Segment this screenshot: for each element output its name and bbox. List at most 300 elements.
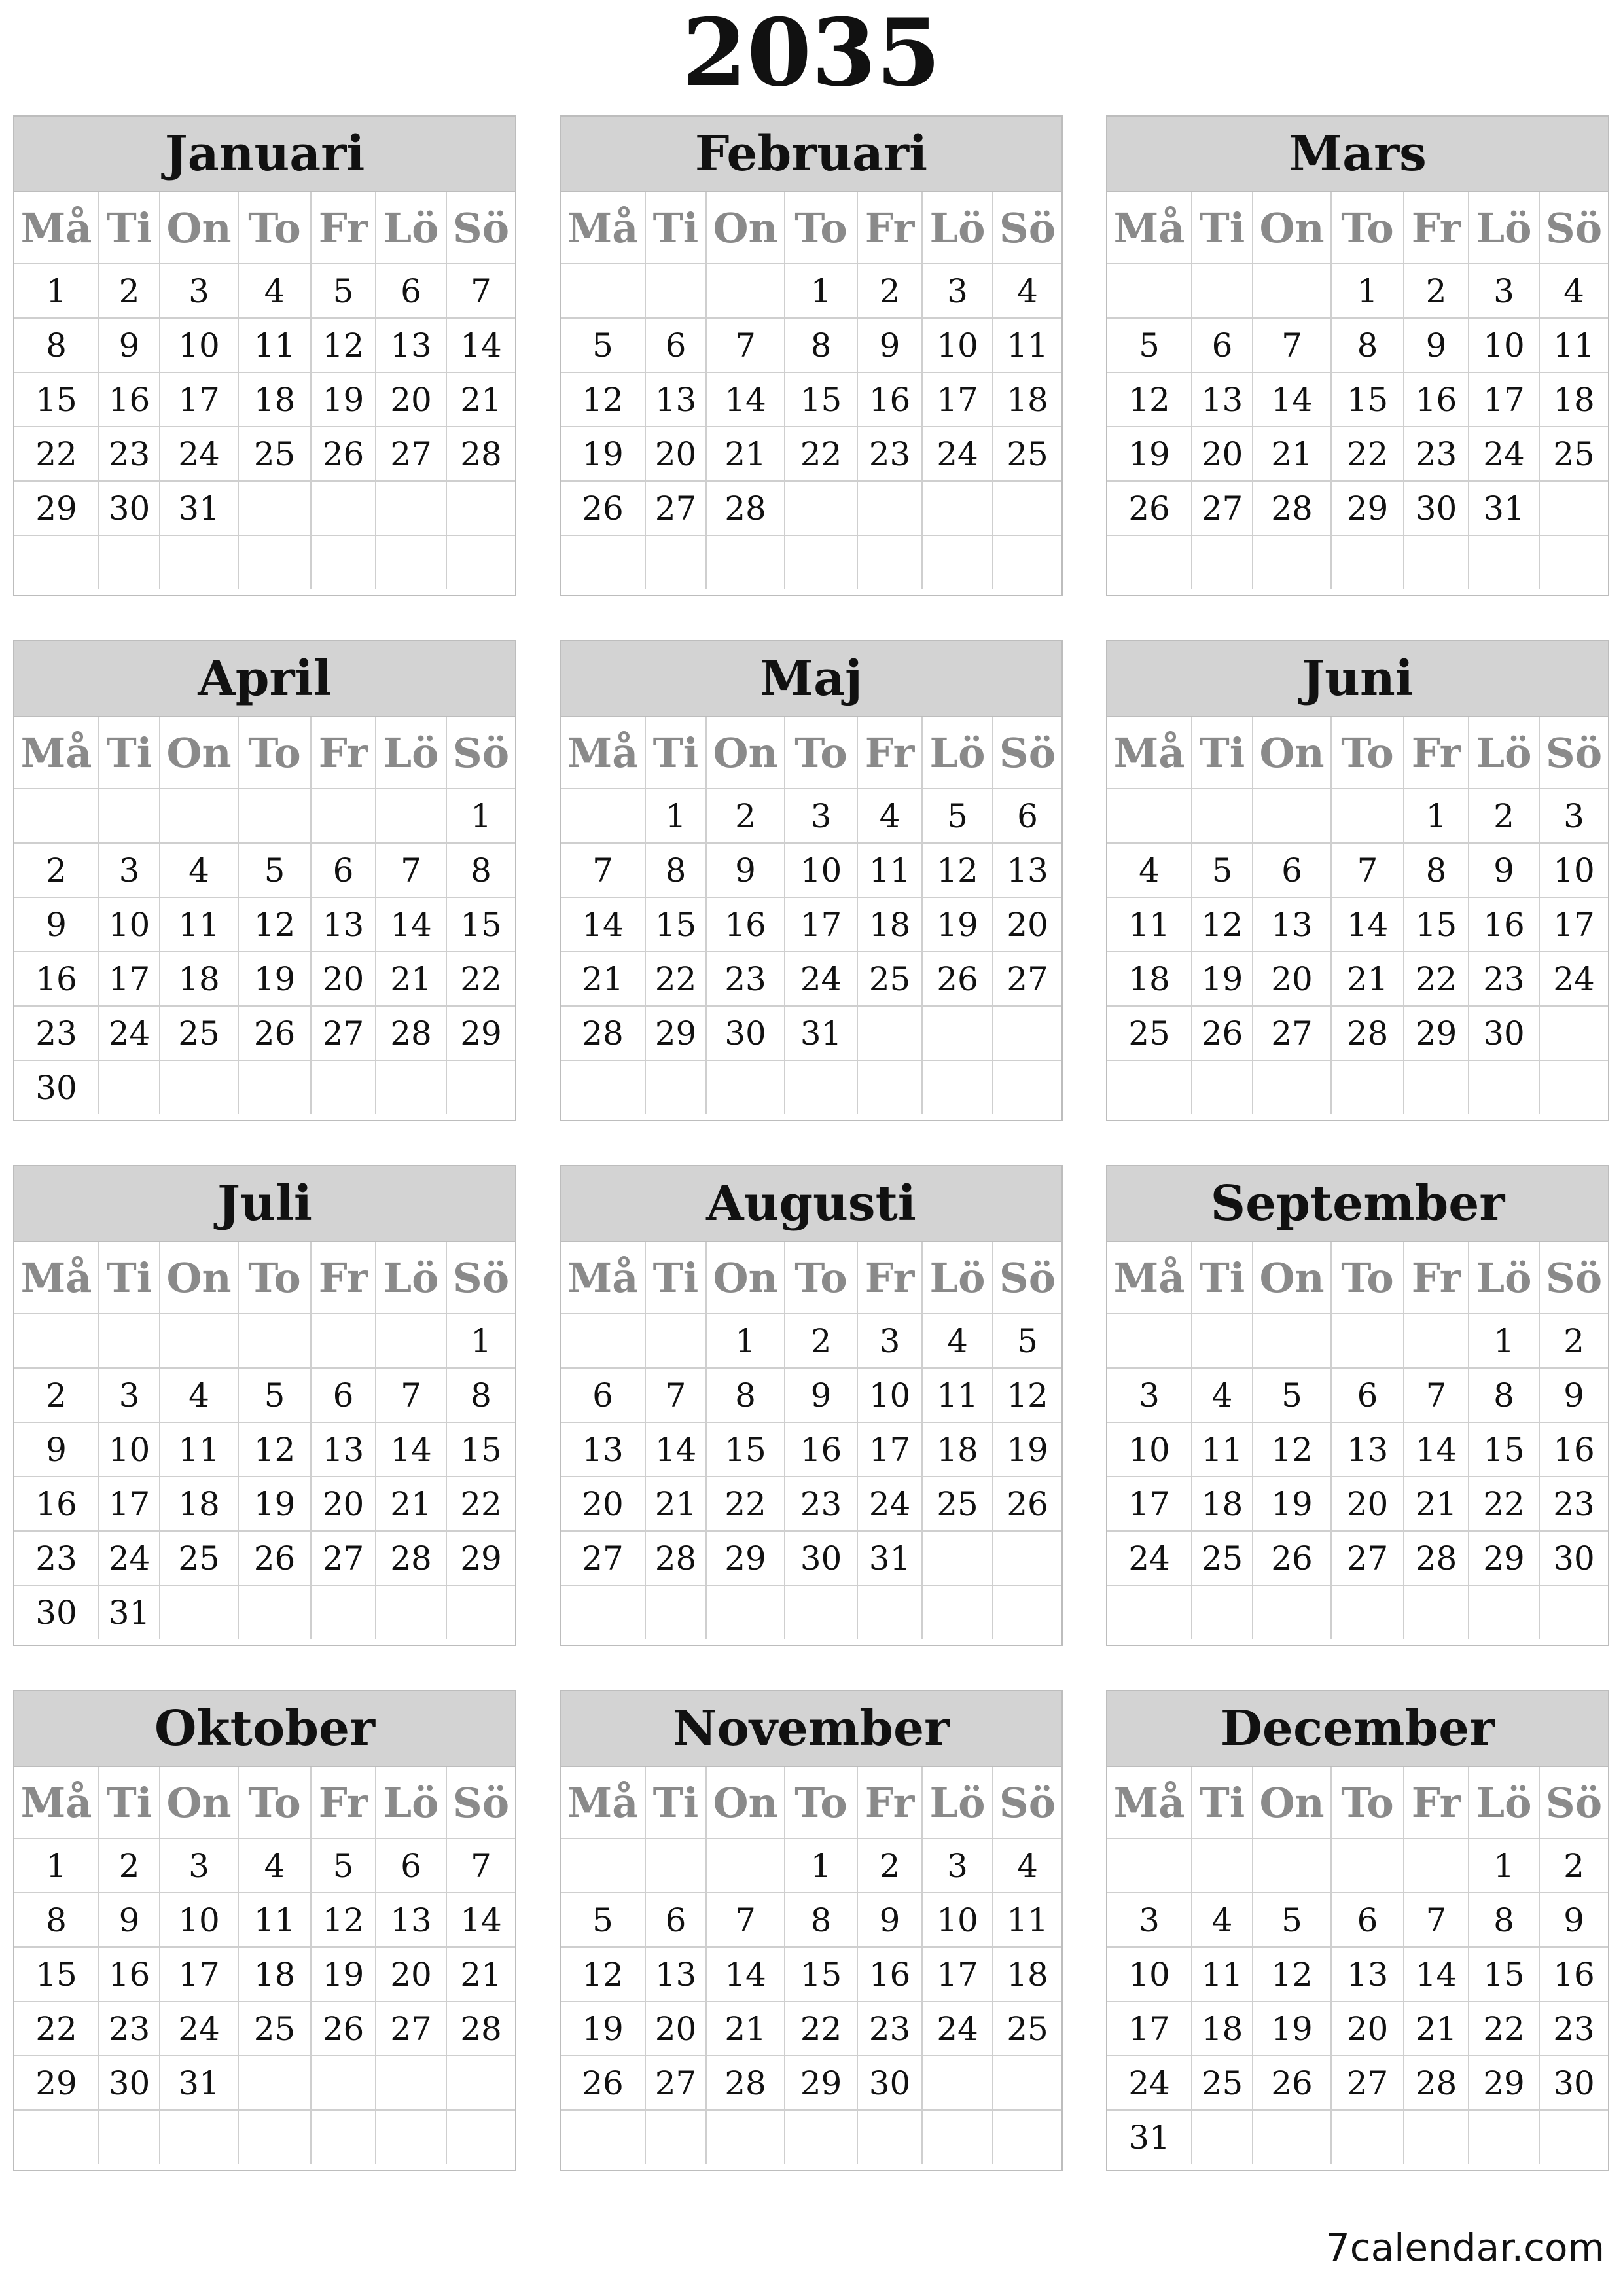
weekday-label: Må <box>14 192 99 264</box>
day-cell: 26 <box>561 2056 645 2110</box>
month-calendar <box>13 1165 516 1646</box>
day-cell: 5 <box>561 318 645 372</box>
day-cell: 14 <box>1404 1422 1469 1477</box>
day-cell: 6 <box>561 1368 645 1422</box>
day-cell: 29 <box>446 1531 515 1585</box>
weekday-label: Sö <box>446 1767 515 1839</box>
day-cell: 5 <box>1253 1893 1331 1947</box>
day-cell: 2 <box>99 1839 160 1893</box>
day-cell: 19 <box>922 897 993 952</box>
day-cell: 6 <box>993 789 1061 843</box>
week-row <box>1107 1368 1608 1422</box>
weekday-label: Fr <box>1404 1242 1469 1314</box>
week-row <box>561 318 1061 372</box>
week-row <box>1107 318 1608 372</box>
weekday-label: On <box>706 717 785 789</box>
day-cell: 22 <box>785 2001 857 2056</box>
week-row <box>14 1839 515 1893</box>
day-cell: 12 <box>1253 1422 1331 1477</box>
day-cell: 29 <box>1469 1531 1539 1585</box>
day-cell <box>993 1585 1061 1639</box>
week-row <box>14 1585 515 1639</box>
day-cell: 23 <box>1404 427 1469 481</box>
day-cell: 27 <box>1253 1006 1331 1060</box>
day-cell <box>311 2110 376 2164</box>
day-cell <box>99 789 160 843</box>
day-cell: 24 <box>857 1477 922 1531</box>
day-cell: 10 <box>1469 318 1539 372</box>
month-calendar <box>1106 640 1609 1121</box>
day-cell <box>561 1839 645 1893</box>
day-cell: 5 <box>1107 318 1192 372</box>
day-cell <box>922 1060 993 1114</box>
day-cell: 30 <box>14 1585 99 1639</box>
week-row <box>1107 535 1608 589</box>
day-cell <box>1107 789 1192 843</box>
weekday-label: Lö <box>922 192 993 264</box>
weekday-label: Lö <box>922 717 993 789</box>
week-row <box>1107 789 1608 843</box>
day-cell <box>14 2110 99 2164</box>
day-cell: 2 <box>99 264 160 318</box>
day-cell <box>1331 1060 1404 1114</box>
week-row <box>1107 843 1608 897</box>
day-cell <box>311 535 376 589</box>
day-cell: 16 <box>14 952 99 1006</box>
day-cell: 18 <box>1192 1477 1253 1531</box>
day-cell: 31 <box>785 1006 857 1060</box>
day-cell: 24 <box>785 952 857 1006</box>
day-cell: 9 <box>14 897 99 952</box>
weekday-label: Fr <box>1404 1767 1469 1839</box>
day-cell: 5 <box>311 1839 376 1893</box>
day-cell: 24 <box>160 2001 238 2056</box>
day-cell: 4 <box>160 1368 238 1422</box>
day-cell <box>1107 1585 1192 1639</box>
day-cell <box>561 1585 645 1639</box>
day-cell: 2 <box>785 1314 857 1368</box>
day-cell: 7 <box>645 1368 706 1422</box>
weekday-label: Ti <box>99 1767 160 1839</box>
week-row <box>14 372 515 427</box>
weekday-label: Lö <box>376 717 446 789</box>
week-row <box>1107 1947 1608 2001</box>
weekday-label: Sö <box>446 192 515 264</box>
weekday-label: Sö <box>993 717 1061 789</box>
day-cell <box>376 2056 446 2110</box>
day-cell: 19 <box>311 1947 376 2001</box>
day-cell: 22 <box>446 952 515 1006</box>
day-cell <box>645 1585 706 1639</box>
day-cell: 25 <box>1192 2056 1253 2110</box>
week-row <box>14 2001 515 2056</box>
day-cell: 18 <box>1539 372 1608 427</box>
day-cell: 9 <box>706 843 785 897</box>
day-cell: 21 <box>446 372 515 427</box>
day-cell: 6 <box>645 318 706 372</box>
day-cell <box>993 481 1061 535</box>
day-cell: 2 <box>1539 1839 1608 1893</box>
day-cell <box>1469 2110 1539 2164</box>
weekday-label: Fr <box>311 717 376 789</box>
day-cell: 13 <box>1331 1422 1404 1477</box>
day-cell <box>1539 2110 1608 2164</box>
day-cell: 11 <box>1192 1947 1253 2001</box>
day-cell: 21 <box>645 1477 706 1531</box>
weekday-header-row <box>1107 1767 1608 1839</box>
day-cell: 3 <box>1469 264 1539 318</box>
day-cell: 23 <box>1539 2001 1608 2056</box>
weekday-label: Ti <box>1192 1242 1253 1314</box>
day-cell <box>1331 1839 1404 1893</box>
month-name: Januari <box>14 117 515 192</box>
day-cell: 24 <box>99 1006 160 1060</box>
day-cell: 28 <box>376 1531 446 1585</box>
day-cell: 10 <box>1539 843 1608 897</box>
day-cell: 12 <box>238 897 311 952</box>
day-cell: 8 <box>1404 843 1469 897</box>
day-cell <box>1253 1839 1331 1893</box>
day-cell <box>446 2110 515 2164</box>
day-cell <box>993 2110 1061 2164</box>
weekday-label: To <box>238 192 311 264</box>
day-cell: 20 <box>1253 952 1331 1006</box>
weekday-label: Ti <box>1192 717 1253 789</box>
weekday-label: Må <box>1107 1242 1192 1314</box>
day-cell: 27 <box>645 481 706 535</box>
day-cell: 8 <box>1331 318 1404 372</box>
weekday-header-row <box>1107 1242 1608 1314</box>
day-cell <box>238 2056 311 2110</box>
day-cell: 15 <box>645 897 706 952</box>
day-cell: 23 <box>706 952 785 1006</box>
day-cell: 27 <box>376 427 446 481</box>
day-cell: 18 <box>238 1947 311 2001</box>
week-row <box>561 1947 1061 2001</box>
day-cell <box>1253 264 1331 318</box>
day-cell: 1 <box>446 789 515 843</box>
day-cell <box>1404 1060 1469 1114</box>
day-cell: 12 <box>311 318 376 372</box>
day-cell: 27 <box>311 1006 376 1060</box>
month-calendar <box>1106 115 1609 596</box>
week-row <box>561 1477 1061 1531</box>
day-cell: 15 <box>1404 897 1469 952</box>
day-cell <box>376 2110 446 2164</box>
day-cell: 13 <box>993 843 1061 897</box>
day-cell: 26 <box>311 2001 376 2056</box>
weekday-header-row <box>561 717 1061 789</box>
day-cell: 14 <box>706 372 785 427</box>
day-cell <box>1192 264 1253 318</box>
day-cell <box>785 535 857 589</box>
day-cell <box>561 264 645 318</box>
day-cell <box>1404 535 1469 589</box>
weekday-label: To <box>238 717 311 789</box>
day-cell: 12 <box>561 372 645 427</box>
day-cell: 30 <box>785 1531 857 1585</box>
day-cell: 13 <box>1253 897 1331 952</box>
weekday-header-row <box>14 192 515 264</box>
week-row <box>561 952 1061 1006</box>
day-cell <box>160 2110 238 2164</box>
weekday-label: To <box>785 1767 857 1839</box>
day-cell: 20 <box>1331 1477 1404 1531</box>
day-grid <box>14 717 515 1114</box>
day-cell: 28 <box>446 427 515 481</box>
month-name: Oktober <box>14 1691 515 1767</box>
day-cell <box>785 2110 857 2164</box>
day-cell <box>645 264 706 318</box>
day-cell: 17 <box>922 372 993 427</box>
day-cell: 29 <box>785 2056 857 2110</box>
day-cell: 6 <box>1331 1893 1404 1947</box>
day-cell: 21 <box>706 2001 785 2056</box>
weekday-label: Sö <box>1539 717 1608 789</box>
day-cell: 16 <box>1469 897 1539 952</box>
day-cell: 6 <box>376 1839 446 1893</box>
day-cell: 29 <box>645 1006 706 1060</box>
day-cell: 8 <box>446 1368 515 1422</box>
day-cell <box>857 1060 922 1114</box>
day-cell: 25 <box>993 427 1061 481</box>
day-cell: 17 <box>922 1947 993 2001</box>
week-row <box>561 789 1061 843</box>
weekday-label: Sö <box>993 192 1061 264</box>
day-cell: 8 <box>1469 1893 1539 1947</box>
month-name: November <box>561 1691 1061 1767</box>
day-cell: 15 <box>14 1947 99 2001</box>
day-cell: 27 <box>993 952 1061 1006</box>
weekday-label: Sö <box>993 1242 1061 1314</box>
day-cell: 17 <box>857 1422 922 1477</box>
day-cell <box>1539 1585 1608 1639</box>
weekday-label: Fr <box>311 1767 376 1839</box>
day-cell: 17 <box>785 897 857 952</box>
month-calendar <box>13 115 516 596</box>
weekday-label: Sö <box>1539 1767 1608 1839</box>
day-cell: 16 <box>857 1947 922 2001</box>
weekday-label: To <box>238 1242 311 1314</box>
weekday-label: Må <box>561 717 645 789</box>
day-cell: 7 <box>706 318 785 372</box>
day-cell <box>1404 2110 1469 2164</box>
week-row <box>1107 1585 1608 1639</box>
day-cell: 6 <box>1253 843 1331 897</box>
day-cell: 8 <box>1469 1368 1539 1422</box>
day-cell: 17 <box>99 952 160 1006</box>
day-cell: 10 <box>1107 1422 1192 1477</box>
day-cell: 13 <box>1331 1947 1404 2001</box>
day-cell: 20 <box>1331 2001 1404 2056</box>
day-cell: 7 <box>706 1893 785 1947</box>
day-cell: 23 <box>99 2001 160 2056</box>
day-cell: 15 <box>1469 1422 1539 1477</box>
day-cell <box>238 1585 311 1639</box>
month-name: Mars <box>1107 117 1608 192</box>
day-cell <box>1331 789 1404 843</box>
weekday-label: On <box>1253 1242 1331 1314</box>
weekday-label: Ti <box>99 192 160 264</box>
day-cell <box>238 789 311 843</box>
day-cell <box>857 1006 922 1060</box>
day-cell: 11 <box>993 1893 1061 1947</box>
footer-site-label: 7calendar.com <box>1325 2225 1605 2270</box>
weekday-label: On <box>160 717 238 789</box>
month-calendar <box>13 640 516 1121</box>
day-cell: 1 <box>785 264 857 318</box>
week-row <box>1107 264 1608 318</box>
day-cell: 2 <box>857 264 922 318</box>
day-grid <box>1107 192 1608 589</box>
day-grid <box>14 192 515 589</box>
day-cell: 11 <box>922 1368 993 1422</box>
day-cell <box>1539 535 1608 589</box>
day-cell: 12 <box>561 1947 645 2001</box>
day-cell <box>922 1006 993 1060</box>
day-cell: 18 <box>922 1422 993 1477</box>
day-cell: 28 <box>446 2001 515 2056</box>
day-cell: 10 <box>99 1422 160 1477</box>
day-cell: 17 <box>1107 2001 1192 2056</box>
week-row <box>1107 1839 1608 1893</box>
day-cell: 5 <box>238 1368 311 1422</box>
day-cell: 9 <box>1539 1893 1608 1947</box>
day-cell <box>1192 1060 1253 1114</box>
day-cell: 15 <box>1331 372 1404 427</box>
day-cell: 9 <box>99 1893 160 1947</box>
day-cell: 22 <box>14 427 99 481</box>
weekday-label: Lö <box>376 1767 446 1839</box>
week-row <box>14 427 515 481</box>
day-cell: 25 <box>238 427 311 481</box>
day-cell: 25 <box>857 952 922 1006</box>
day-cell: 3 <box>1107 1893 1192 1947</box>
day-cell: 23 <box>99 427 160 481</box>
day-cell: 5 <box>311 264 376 318</box>
day-cell <box>1331 2110 1404 2164</box>
day-cell: 30 <box>1469 1006 1539 1060</box>
week-row <box>14 1006 515 1060</box>
weekday-label: Sö <box>1539 192 1608 264</box>
weekday-label: On <box>160 192 238 264</box>
day-cell: 6 <box>645 1893 706 1947</box>
day-cell: 18 <box>993 1947 1061 2001</box>
day-grid <box>561 192 1061 589</box>
day-cell <box>561 2110 645 2164</box>
weekday-header-row <box>561 1767 1061 1839</box>
week-row <box>14 1368 515 1422</box>
day-cell: 14 <box>561 897 645 952</box>
day-cell: 21 <box>1404 1477 1469 1531</box>
weekday-label: Sö <box>446 1242 515 1314</box>
weekday-label: Lö <box>1469 192 1539 264</box>
day-cell: 3 <box>922 1839 993 1893</box>
day-cell: 7 <box>561 843 645 897</box>
day-cell: 16 <box>1404 372 1469 427</box>
day-cell: 30 <box>1539 1531 1608 1585</box>
weekday-label: Ti <box>99 717 160 789</box>
weekday-header-row <box>561 192 1061 264</box>
month-name: Februari <box>561 117 1061 192</box>
day-cell: 18 <box>1107 952 1192 1006</box>
day-cell <box>446 1585 515 1639</box>
day-cell <box>561 789 645 843</box>
week-row <box>1107 481 1608 535</box>
day-cell <box>376 789 446 843</box>
day-cell: 22 <box>706 1477 785 1531</box>
weekday-label: To <box>1331 1767 1404 1839</box>
weekday-label: Fr <box>311 192 376 264</box>
weekday-label: Lö <box>922 1767 993 1839</box>
day-cell: 14 <box>1253 372 1331 427</box>
day-cell: 10 <box>785 843 857 897</box>
weekday-label: Ti <box>1192 1767 1253 1839</box>
day-cell: 3 <box>160 1839 238 1893</box>
day-cell <box>311 1060 376 1114</box>
day-cell <box>99 2110 160 2164</box>
month-calendar <box>1106 1690 1609 2171</box>
day-cell: 7 <box>1404 1893 1469 1947</box>
month-calendar <box>560 1690 1063 2171</box>
day-cell <box>446 1060 515 1114</box>
week-row <box>1107 1893 1608 1947</box>
day-cell: 27 <box>645 2056 706 2110</box>
day-cell <box>160 1314 238 1368</box>
day-cell: 23 <box>857 2001 922 2056</box>
day-cell: 15 <box>446 1422 515 1477</box>
day-cell: 22 <box>1404 952 1469 1006</box>
day-cell: 23 <box>1539 1477 1608 1531</box>
day-cell: 25 <box>1192 1531 1253 1585</box>
day-cell <box>645 535 706 589</box>
day-cell: 21 <box>446 1947 515 2001</box>
day-cell: 10 <box>1107 1947 1192 2001</box>
day-cell: 1 <box>706 1314 785 1368</box>
weekday-header-row <box>561 1242 1061 1314</box>
day-cell: 21 <box>376 952 446 1006</box>
day-cell <box>160 1585 238 1639</box>
day-cell: 20 <box>311 1477 376 1531</box>
week-row <box>1107 1006 1608 1060</box>
day-cell <box>1469 1585 1539 1639</box>
day-cell: 2 <box>1539 1314 1608 1368</box>
day-cell: 11 <box>1107 897 1192 952</box>
day-cell: 26 <box>1192 1006 1253 1060</box>
day-cell: 7 <box>1331 843 1404 897</box>
month-name: Juli <box>14 1166 515 1242</box>
weekday-label: Må <box>1107 192 1192 264</box>
weekday-label: Må <box>561 192 645 264</box>
day-cell: 22 <box>1469 2001 1539 2056</box>
day-cell: 1 <box>1469 1839 1539 1893</box>
day-cell: 17 <box>1107 1477 1192 1531</box>
weekday-label: Lö <box>1469 1767 1539 1839</box>
day-cell: 21 <box>706 427 785 481</box>
day-cell: 18 <box>857 897 922 952</box>
day-cell: 11 <box>160 897 238 952</box>
day-cell <box>1404 1585 1469 1639</box>
day-cell: 30 <box>14 1060 99 1114</box>
weekday-header-row <box>1107 717 1608 789</box>
day-cell: 13 <box>311 897 376 952</box>
day-cell <box>446 2056 515 2110</box>
day-cell <box>160 1060 238 1114</box>
weekday-label: To <box>785 1242 857 1314</box>
day-cell: 27 <box>1192 481 1253 535</box>
day-cell: 15 <box>785 372 857 427</box>
day-cell: 13 <box>645 1947 706 2001</box>
